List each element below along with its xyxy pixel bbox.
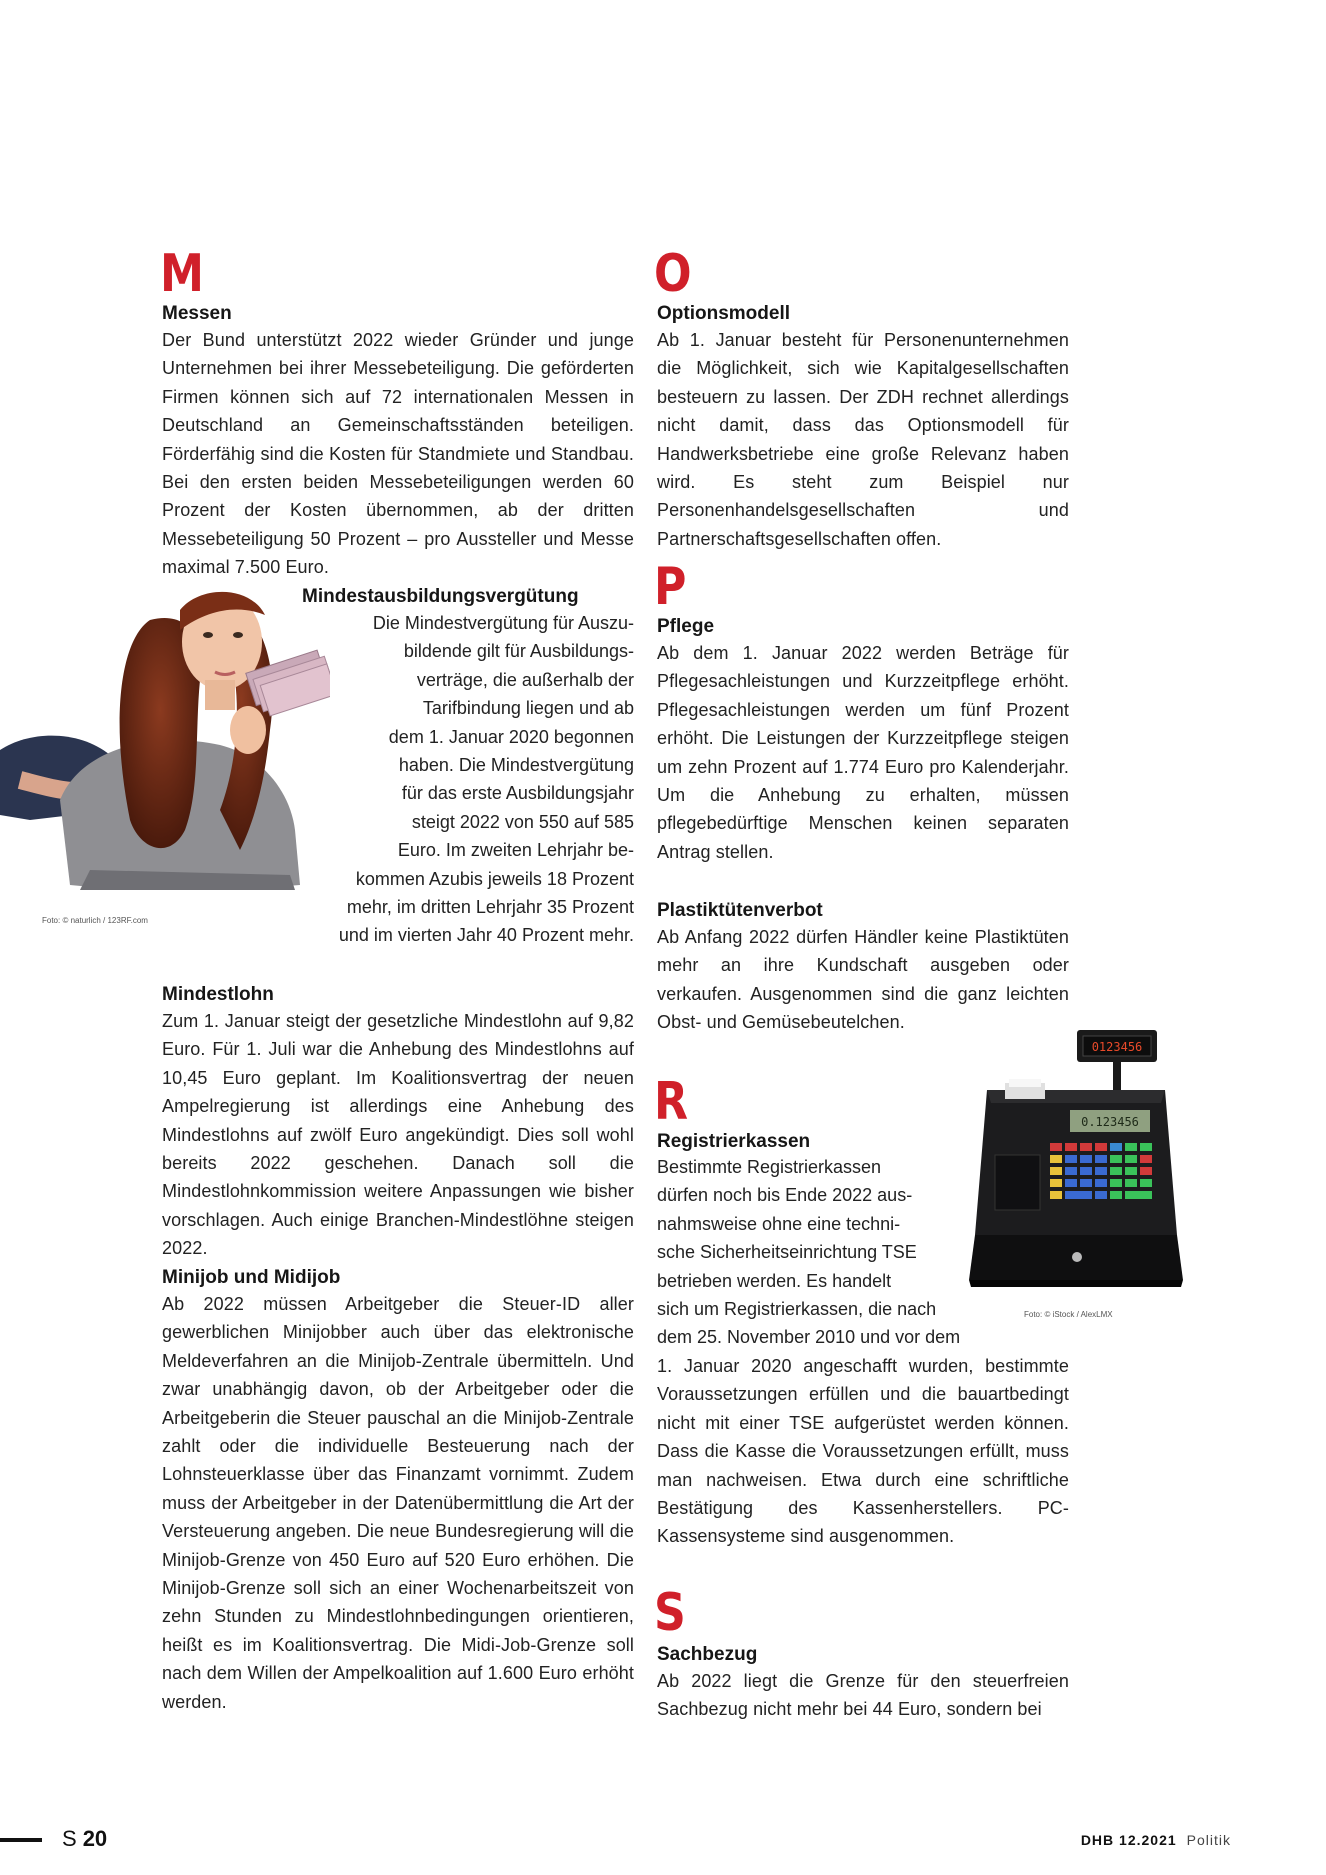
minijob-body: Ab 2022 müssen Arbeitgeber die Steuer-ID aller gewerblichen Minijobber auch über das elektronische Meldeverfahren an die Minijob-Zentrale übermitteln. Und zwar unabhängig davon, ob der Arbeitgeber oder die Arbeitgeberin die Steuer pauschal an die Minijob-Zentrale zahlt oder die individuelle Besteuerung nach der Lohnsteuerklasse über das Finanzamt vornimmt. Zudem muss der Arbeitgeber in der Datenübermittlung die Art der Versteuerung angeben. Die neue Bundesregierung will die Minijob-Grenze von 450 Euro auf 520 Euro erhöhen. Die Minijob-Grenze soll sich an einer Wochenarbeitszeit von zehn Stunden zu Mindestlohnbedingungen orientieren, heißt es im Koalitionsvertrag. Die Midi-Job-Grenze soll nach dem Willen der Ampelkoalition auf 1.600 Euro erhöht werden. <box>162 1294 634 1712</box>
mab-line: verträge, die außerhalb der <box>416 669 634 690</box>
messen-body: Der Bund unterstützt 2022 wieder Gründer und junge Unternehmen bei ihrer Messebeteiligung. Die geförderten Firmen können sich auf 72 internationalen Messen in Deutschland an Gemeinschaftsständen beteiligen. Förderfähig sind die Kosten für Standmiete und Standbau. Bei den ersten beiden Messebeteiligungen werden 60 Prozent der Kosten übernommen, ab der dritten Messebeteiligung 50 Prozent – pro Aussteller und Messe maximal 7.500 Euro. <box>162 330 634 578</box>
minijob-heading: Minijob und Midijob <box>162 1267 341 1288</box>
plastik-heading: Plastiktütenverbot <box>657 900 823 921</box>
footer-page-marker <box>62 1826 107 1852</box>
mab-line: steigt 2022 von 550 auf 585 <box>411 811 634 832</box>
plastik-body: Ab Anfang 2022 dürfen Händler keine Plastiktüten mehr an ihre Kundschaft ausgeben oder verkaufen. Ausgenommen sind die ganz leichten Obst- und Gemüsebeutelchen. <box>657 927 1069 1033</box>
mindestlohn-heading: Mindestlohn <box>162 984 274 1005</box>
optionsmodell-body: Ab 1. Januar besteht für Personenunternehmen die Möglichkeit, sich wie Kapitalgesellschaften besteuern zu lassen. Der ZDH rechnet allerdings nicht damit, dass das Optionsmodell für Handwerksbetriebe eine große Relevanz haben wird. Es steht zum Beispiel nur Personenhandelsgesellschaften und Partnerschaftsgesellschaften offen. <box>657 330 1069 549</box>
reg-line: sich um Registrierkassen, die nach <box>657 1299 937 1320</box>
mab-line: Tarifbindung liegen und ab <box>422 698 634 719</box>
mab-line: mehr, im dritten Lehrjahr 35 Prozent <box>346 897 634 918</box>
optionsmodell-heading: Optionsmodell <box>657 303 790 324</box>
register-pole-display: 0123456 <box>1091 1040 1143 1054</box>
mindestausbildung-heading: Mindestausbildungsvergütung <box>302 586 579 607</box>
footer-rule <box>0 1838 42 1842</box>
mab-line: bildende gilt für Ausbildungs- <box>403 641 634 662</box>
sachbezug-heading: Sachbezug <box>657 1644 758 1665</box>
photo-credit-girl: Foto: © naturlich / 123RF.com <box>42 916 148 925</box>
mindestausbildung-body <box>270 609 634 950</box>
mab-line: haben. Die Mindestvergütung <box>398 755 634 776</box>
section-letter-m: M <box>160 244 204 304</box>
section-letter-s: S <box>654 1583 685 1643</box>
section-letter-o: O <box>654 244 691 304</box>
registrierkassen-body: 1. Januar 2020 angeschafft wurden, bestimmte Voraussetzungen erfüllen und die bauartbedingt nicht mit einer TSE aufgerüstet werden können. Dass die Kasse die Voraussetzungen erfüllt, muss man nachweisen. Etwa durch eine schriftliche Bestätigung des Kassenherstellers. PC-Kassensysteme sind ausgenommen. <box>657 1356 1069 1547</box>
reg-line: Bestimmte Registrierkassen <box>657 1157 882 1177</box>
mab-line: Die Mindestvergütung für Auszu- <box>372 613 634 633</box>
reg-line: betrieben werden. Es handelt <box>657 1270 892 1291</box>
registrierkassen-wrap <box>657 1153 977 1352</box>
pflege-heading: Pflege <box>657 616 715 637</box>
mab-line: und im vierten Jahr 40 Prozent mehr. <box>338 925 634 946</box>
mab-line: kommen Azubis jeweils 18 Prozent <box>355 868 634 889</box>
photo-credit-register: Foto: © iStock / AlexLMX <box>1024 1310 1113 1319</box>
mab-line: Euro. Im zweiten Lehrjahr be- <box>397 840 634 861</box>
mab-line: dem 1. Januar 2020 begonnen <box>388 726 634 747</box>
reg-line: dürfen noch bis Ende 2022 aus- <box>657 1185 913 1206</box>
footer-magazine: DHB 12.2021 <box>1080 1832 1177 1848</box>
footer-section-letter: S <box>62 1826 77 1851</box>
reg-line: dem 25. November 2010 und vor dem <box>657 1327 961 1348</box>
cash-register-photo <box>965 1025 1195 1310</box>
section-letter-p: P <box>654 557 686 617</box>
pflege-body: Ab dem 1. Januar 2022 werden Beträge für Pflegesachleistungen und Kurzzeitpflege erhöht. Pflegesachleistungen werden um fünf Prozent erhöht. Die Leistungen der Kurzzeitpflege steigen um zehn Prozent auf 1.774 Euro pro Kalenderjahr. Um die Anhebung zu erhalten, müssen pflegebedürftige Menschen keinen separaten Antrag stellen. <box>657 643 1069 862</box>
footer-page-number: 20 <box>82 1826 108 1851</box>
footer-magazine-info <box>1081 1832 1231 1848</box>
reg-line: sche Sicherheitseinrichtung TSE <box>657 1242 917 1263</box>
mab-line: für das erste Ausbildungsjahr <box>401 783 634 804</box>
messen-heading: Messen <box>162 303 232 324</box>
mindestlohn-body: Zum 1. Januar steigt der gesetzliche Mindestlohn auf 9,82 Euro. Für 1. Juli war die Anhebung des Mindestlohns auf 10,45 Euro geplant. Im Koalitionsvertrag der neuen Ampelregierung ist allerdings eine Anhebung des Mindestlohns auf zwölf Euro angekündigt. Dies soll wohl bereits 2022 geschehen. Danach soll die Mindestlohnkommission weitere Anpassungen wie bisher vorschlagen. Auch einige Branchen-Mindestlöhne steigen 2022. <box>162 1011 634 1259</box>
register-lcd-display: 0.123456 <box>1081 1115 1139 1129</box>
footer-category: Politik <box>1186 1832 1231 1848</box>
reg-line: nahmsweise ohne eine techni- <box>657 1213 901 1234</box>
sachbezug-body: Ab 2022 liegt die Grenze für den steuerfreien Sachbezug nicht mehr bei 44 Euro, sondern bei <box>657 1671 1069 1720</box>
section-letter-r: R <box>654 1072 688 1132</box>
registrierkassen-heading: Registrierkassen <box>657 1131 811 1152</box>
